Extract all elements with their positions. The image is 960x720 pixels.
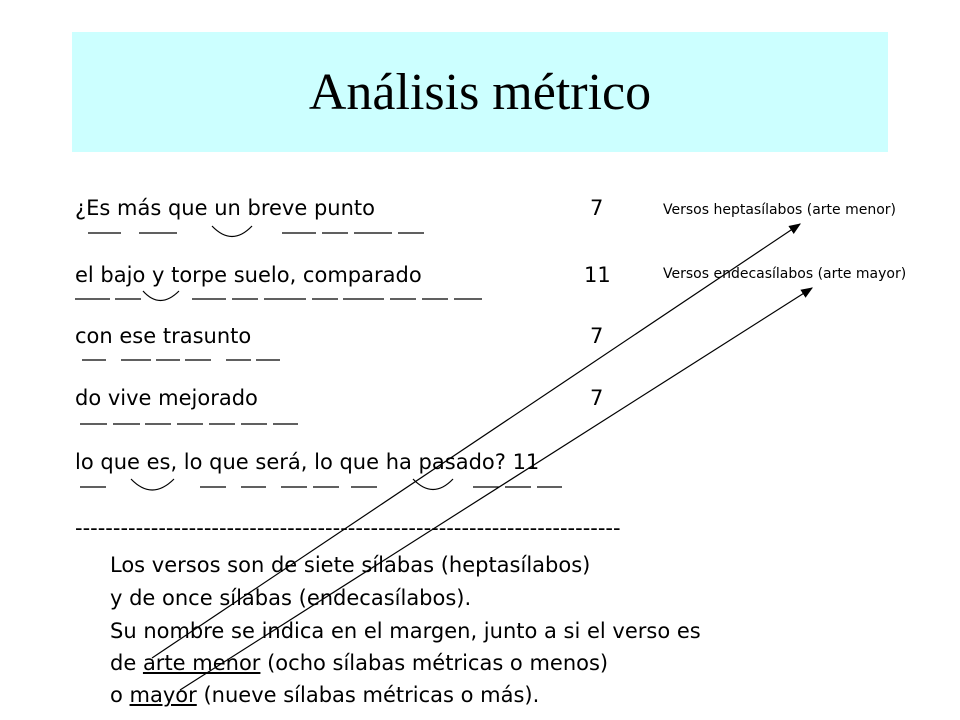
divider-line: ------------------------------------------------------------------------ <box>75 516 621 540</box>
explanation-line-3: Su nombre se indica en el margen, junto a si el verso es <box>110 619 701 643</box>
verse-line-1: ¿Es más que un breve punto <box>75 196 375 220</box>
explanation-line-4-prefix: de <box>110 651 143 675</box>
syllable-count-1: 7 <box>590 196 604 220</box>
explanation-line-1: Los versos son de siete sílabas (heptasílabos) <box>110 553 591 577</box>
verse-line-3: con ese trasunto <box>75 324 252 348</box>
scansion-marks-verse-1 <box>88 226 424 237</box>
verse-line-2: el bajo y torpe suelo, comparado <box>75 263 422 287</box>
arte-menor-term: arte menor <box>142 651 261 675</box>
explanation-line-5-suffix: (nueve sílabas métricas o más). <box>196 683 540 707</box>
syllable-count-2: 11 <box>584 263 611 287</box>
explanation-line-2: y de once sílabas (endecasílabos). <box>110 586 472 610</box>
title-banner <box>72 32 888 152</box>
explanation-line-5 <box>110 683 539 707</box>
verse-line-4: do vive mejorado <box>75 386 258 410</box>
note-heptasilabos: Versos heptasílabos (arte menor) <box>663 202 897 218</box>
note-endecasilabos: Versos endecasílabos (arte mayor) <box>663 266 907 282</box>
syllable-count-3: 7 <box>590 324 604 348</box>
verse-line-5: lo que es, lo que será, lo que ha pasado? 11 <box>75 450 540 474</box>
syllable-count-4: 7 <box>590 386 604 410</box>
explanation-line-5-prefix: o <box>110 683 130 707</box>
page-title: Análisis métrico <box>308 63 652 121</box>
scansion-marks-verse-2 <box>75 291 482 301</box>
explanation-line-4 <box>110 651 608 675</box>
explanation-line-4-suffix: (ocho sílabas métricas o menos) <box>260 651 609 675</box>
mayor-term: mayor <box>129 683 197 707</box>
scansion-marks-verse-5 <box>80 479 562 490</box>
